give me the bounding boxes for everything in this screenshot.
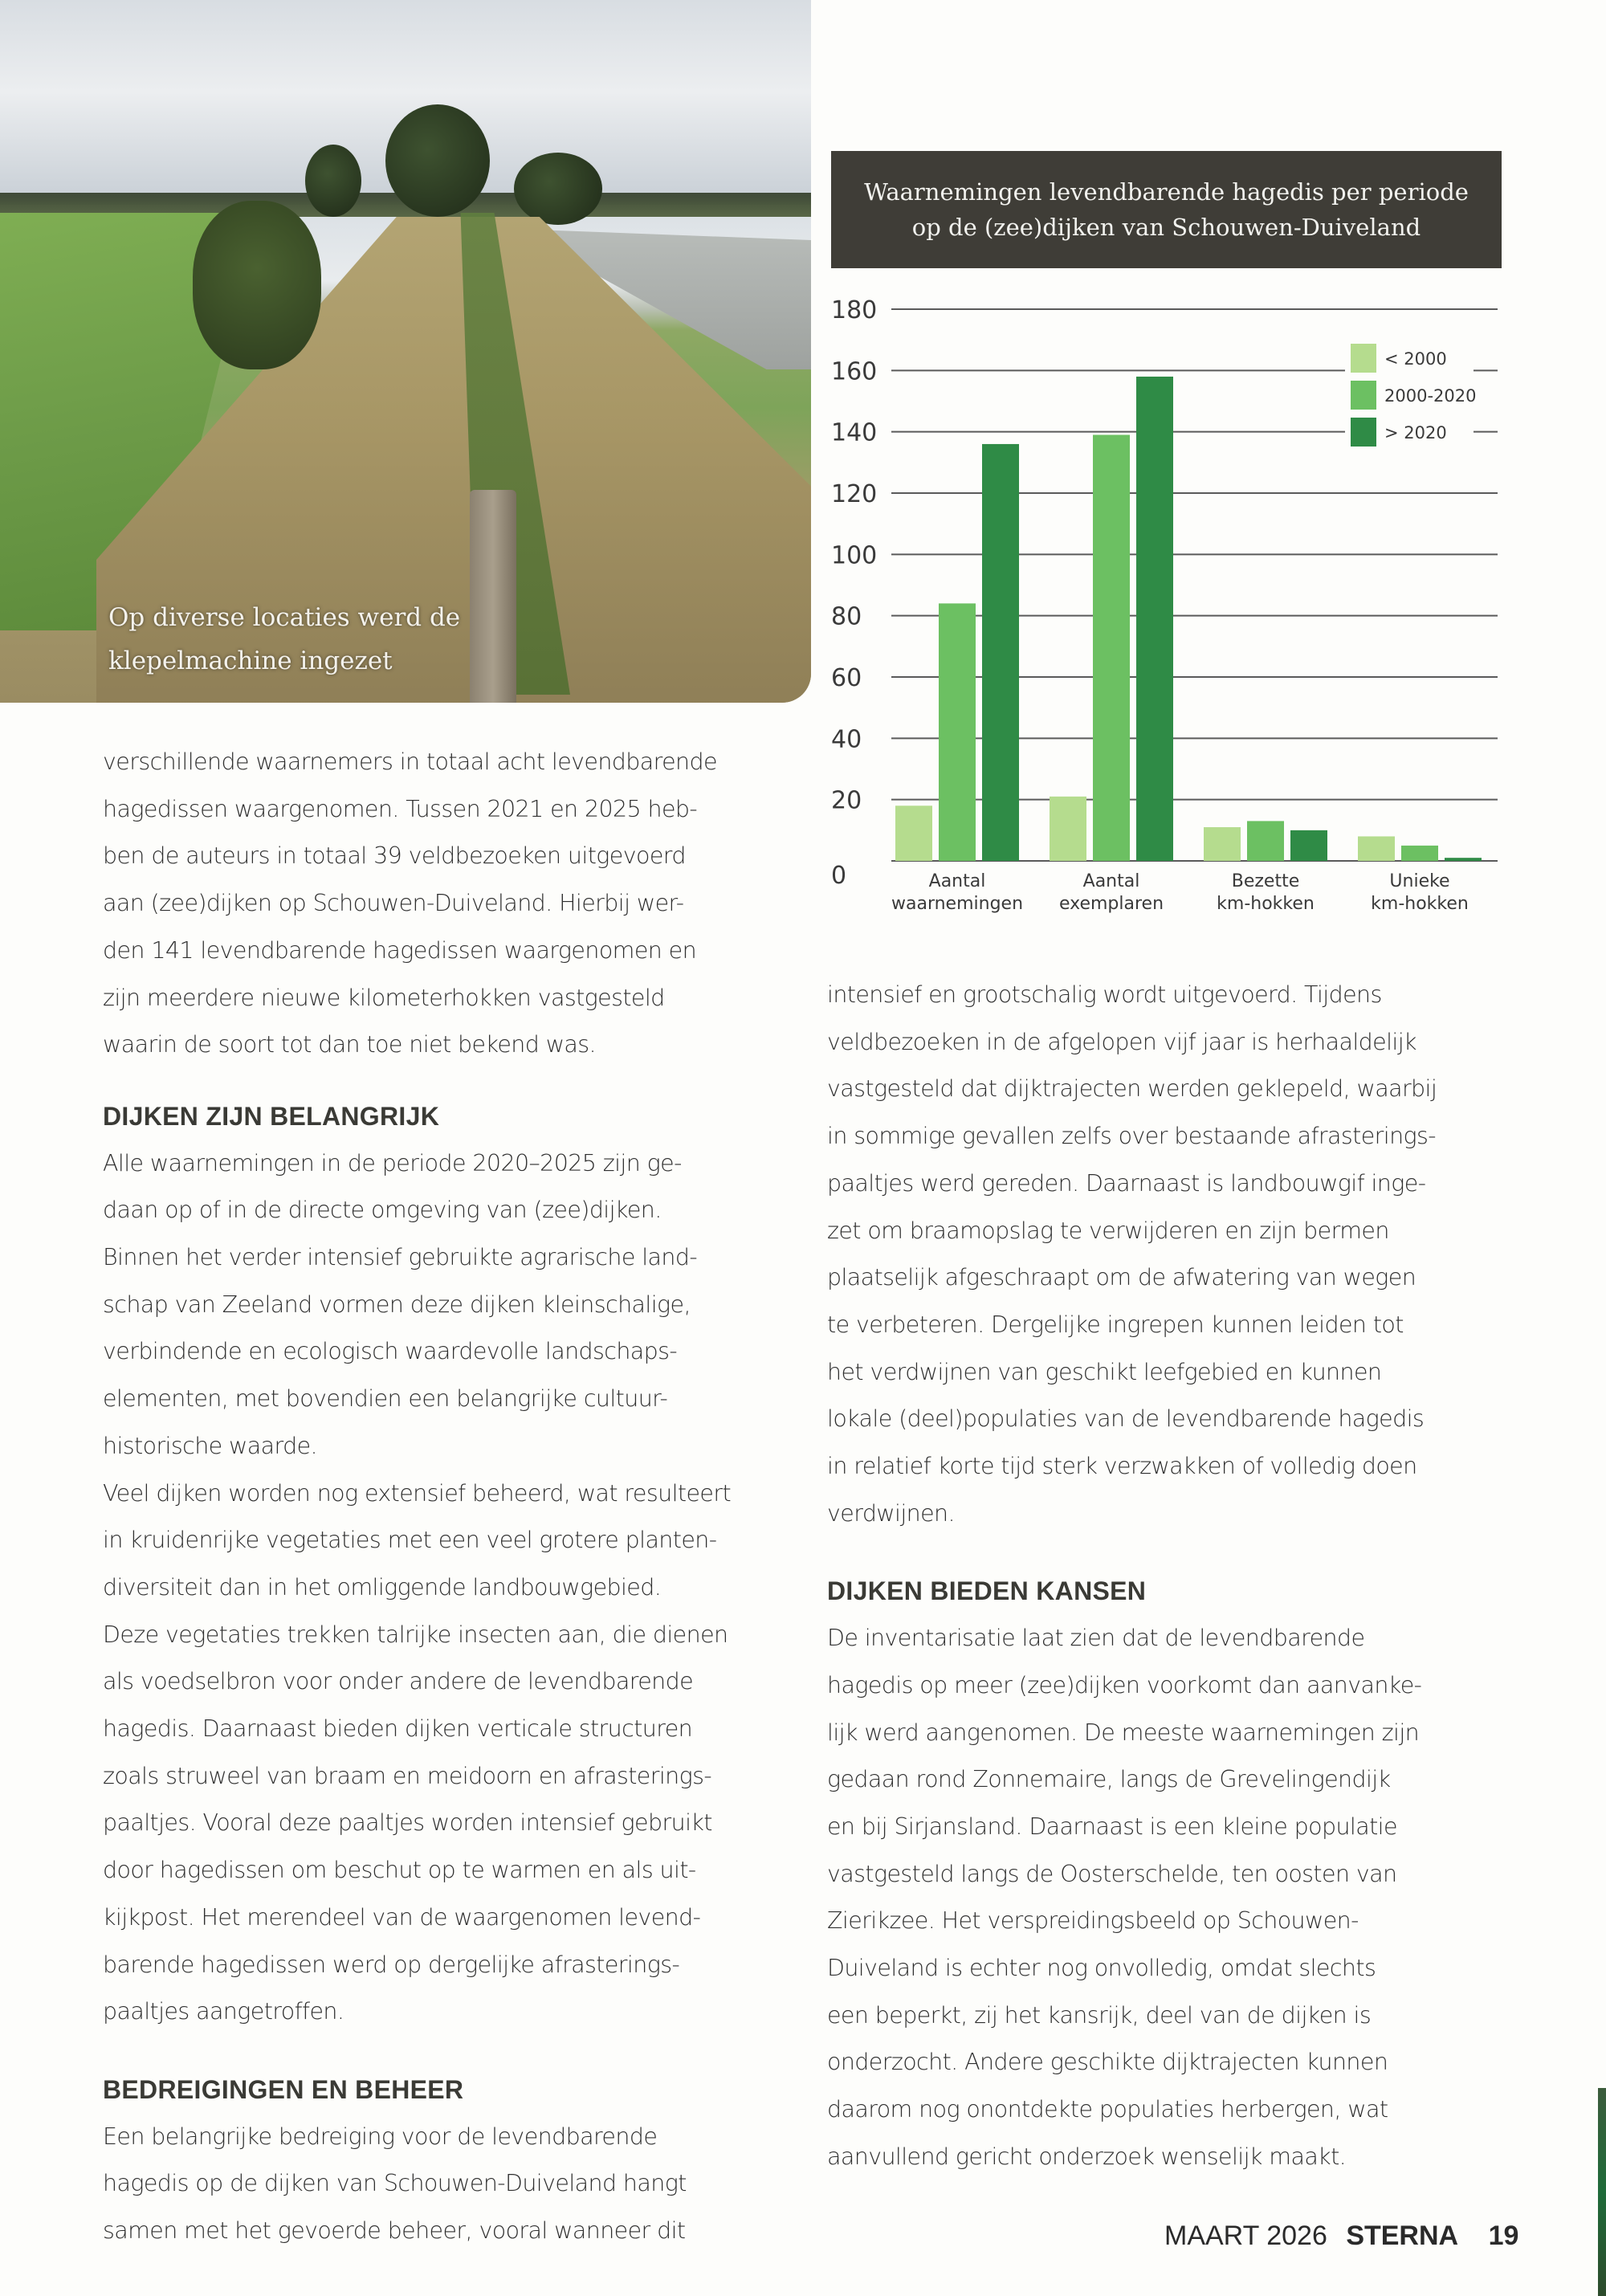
text-line: samen met het gevoerde beheer, vooral wanneer dit [103,2217,686,2245]
text-line: verschillende waarnemers in totaal acht levendbarende [103,748,717,775]
article-photo [0,0,811,703]
right-column [827,972,1550,2181]
text-line: en bij Sirjansland. Daarnaast is een kleine populatie [827,1813,1397,1840]
text-line: daarom nog onontdekte populaties herbergen, wat [827,2096,1388,2123]
x-tick-label: km-hokken [1371,894,1469,914]
text-line: aan (zee)dijken op Schouwen-Duiveland. Hierbij wer- [103,890,684,917]
text-line: daan op of in de directe omgeving van (zee)dijken. [103,1197,662,1224]
text-line: paaltjes aangetroffen. [103,1998,344,2025]
x-tick-label: exemplaren [1058,894,1164,914]
text-line: Binnen het verder intensief gebruikte agrarische land- [103,1244,698,1271]
x-tick-label: Unieke [1389,871,1450,891]
photo-tree [385,104,490,217]
text-line: in relatief korte tijd sterk verzwakken of volledig doen [827,1453,1417,1480]
chart-title [831,151,1502,268]
text-line: veldbezoeken in de afgelopen vijf jaar is herhaaldelijk [827,1028,1416,1055]
text-line: Deze vegetaties trekken talrijke insecten aan, die dienen [103,1621,728,1648]
text-line: zijn meerdere nieuwe kilometerhokken vastgesteld [103,984,665,1011]
text-line: hagedissen waargenomen. Tussen 2021 en 2025 heb- [103,795,698,822]
y-tick-label: 120 [831,480,878,508]
text-line: schap van Zeeland vormen deze dijken kleinschalige, [103,1291,691,1318]
bar-0-0 [895,805,932,861]
bar-2-1 [1247,821,1284,861]
legend-label: < 2000 [1384,349,1447,369]
text-line: plaatselijk afgeschraapt om de afwatering van wegen [827,1264,1416,1291]
legend-swatch [1351,381,1376,410]
text-line: Veel dijken worden nog extensief beheerd, wat resulteert [103,1479,732,1507]
text-line: historische waarde. [103,1432,317,1459]
bar-3-1 [1401,846,1438,861]
text-line: aanvullend gericht onderzoek wenselijk maakt. [827,2143,1347,2170]
bar-0-2 [982,444,1019,861]
text-line: paaltjes. Vooral deze paaltjes worden intensief gebruikt [103,1809,712,1837]
bar-1-1 [1093,434,1130,861]
heading-dijken-bieden-kansen: DIJKEN BIEDEN KANSEN [827,1576,1147,1606]
photo-tree [305,145,361,217]
bar-1-0 [1050,797,1086,861]
chart-title-line-1: Waarnemingen levendbarende hagedis per periode [864,178,1469,206]
text-line: vastgesteld dat dijktrajecten werden geklepeld, waarbij [827,1075,1437,1103]
y-tick-label: 0 [831,862,847,890]
text-line: in sommige gevallen zelfs over bestaande afrasterings- [827,1123,1436,1150]
section-dijken-zijn-belangrijk [103,1140,801,2036]
page-number: 19 [1488,2221,1519,2251]
text-line: elementen, met bovendien een belangrijke cultuur- [103,1385,668,1413]
bar-2-0 [1204,827,1241,861]
section-dijken-bieden-kansen [827,1615,1550,2180]
y-tick-label: 60 [831,664,862,692]
chart-x-labels [891,871,1469,914]
text-line: paaltjes werd gereden. Daarnaast is landbouwgif inge- [827,1169,1426,1197]
text-line: Duiveland is echter nog onvolledig, omdat slechts [827,1955,1376,1982]
page-edge-strip [1598,2088,1606,2296]
chart-legend [1345,344,1476,475]
x-tick-label: Aantal [1082,871,1140,891]
x-tick-label: km-hokken [1217,894,1315,914]
legend-label: > 2020 [1384,423,1447,442]
section-bedreigingen-en-beheer [103,2114,801,2255]
text-line: intensief en grootschalig wordt uitgevoerd. Tijdens [827,981,1382,1008]
text-line: hagedis op meer (zee)dijken voorkomt dan aanvanke- [827,1671,1422,1699]
text-line: barende hagedissen werd op dergelijke afrasterings- [103,1951,680,1978]
legend-swatch [1351,344,1376,373]
legend-swatch [1351,418,1376,447]
text-line: hagedis op de dijken van Schouwen-Duiveland hangt [103,2170,687,2197]
x-tick-label: waarnemingen [891,894,1024,914]
text-line: zoals struweel van braam en meidoorn en afrasterings- [103,1762,712,1789]
text-line: hagedis. Daarnaast bieden dijken verticale structuren [103,1715,693,1743]
intro-paragraph [103,739,801,1069]
text-line: kijkpost. Het merendeel van de waargenomen levend- [103,1903,701,1931]
text-line: in kruidenrijke vegetaties met een veel grotere planten- [103,1527,717,1554]
text-line: vastgesteld langs de Oosterschelde, ten oosten van [827,1860,1397,1887]
y-tick-label: 140 [831,418,878,447]
text-line: verdwijnen. [827,1499,955,1527]
photo-caption: Op diverse locaties werd de klepelmachine ingezet [108,603,461,675]
chart-title-line-2: op de (zee)dijken van Schouwen-Duiveland [911,214,1421,241]
bar-0-1 [939,603,976,861]
text-line: Alle waarnemingen in de periode 2020–2025 zijn ge- [103,1149,682,1177]
text-line: door hagedissen om beschut op te warmen en als uit- [103,1857,696,1884]
text-line: een beperkt, zij het kansrijk, deel van de dijken is [827,2001,1372,2029]
text-line: te verbeteren. Dergelijke ingrepen kunnen leiden tot [827,1311,1404,1338]
heading-bedreigingen-en-beheer: BEDREIGINGEN EN BEHEER [103,2074,464,2104]
heading-dijken-zijn-belangrijk: DIJKEN ZIJN BELANGRIJK [103,1101,440,1131]
left-column [103,739,801,2255]
text-line: als voedselbron voor onder andere de levendbarende [103,1668,694,1695]
legend-label: 2000-2020 [1384,386,1477,406]
photo-bush [193,201,321,369]
text-line: Zierikzee. Het verspreidingsbeeld op Schouwen- [827,1907,1359,1935]
issue-date: MAART 2026 [1164,2221,1327,2251]
y-tick-label: 180 [831,296,878,324]
photo-tree [514,153,602,225]
y-tick-label: 100 [831,541,878,570]
text-line: verbindende en ecologisch waardevolle landschaps- [103,1338,678,1365]
text-line: zet om braamopslag te verwijderen en zijn bermen [827,1217,1389,1244]
text-line: Een belangrijke bedreiging voor de levendbarende [103,2123,658,2150]
text-line: den 141 levendbarende hagedissen waargenomen en [103,936,697,964]
bar-2-2 [1290,830,1327,861]
y-tick-label: 40 [831,725,862,754]
text-line: waarin de soort tot dan toe niet bekend was. [103,1031,596,1058]
chart-y-ticks [831,296,877,890]
bar-1-2 [1136,377,1173,861]
y-tick-label: 20 [831,786,862,815]
bar-chart [819,289,1510,924]
text-line: diversiteit dan in het omliggende landbouwgebied. [103,1573,662,1601]
y-tick-label: 80 [831,602,862,631]
text-line: ben de auteurs in totaal 39 veldbezoeken uitgevoerd [103,842,686,870]
legend-background [1345,355,1477,475]
text-line: gedaan rond Zonnemaire, langs de Grevelingendijk [827,1766,1391,1793]
page-footer [1164,2221,1518,2252]
text-line: onderzocht. Andere geschikte dijktrajecten kunnen [827,2049,1388,2076]
text-line: lijk werd aangenomen. De meeste waarnemingen zijn [827,1719,1420,1746]
x-tick-label: Bezette [1231,871,1300,891]
bar-3-0 [1358,836,1395,861]
magazine-name: STERNA [1346,2221,1459,2251]
text-line: het verdwijnen van geschikt leefgebied en kunnen [827,1358,1382,1385]
x-tick-label: Aantal [928,871,986,891]
text-line: lokale (deel)populaties van de levendbarende hagedis [827,1405,1425,1433]
bar-3-2 [1445,858,1482,861]
text-line: De inventarisatie laat zien dat de levendbarende [827,1625,1365,1652]
section-bedreigingen-continued [827,972,1550,1537]
y-tick-label: 160 [831,357,878,386]
